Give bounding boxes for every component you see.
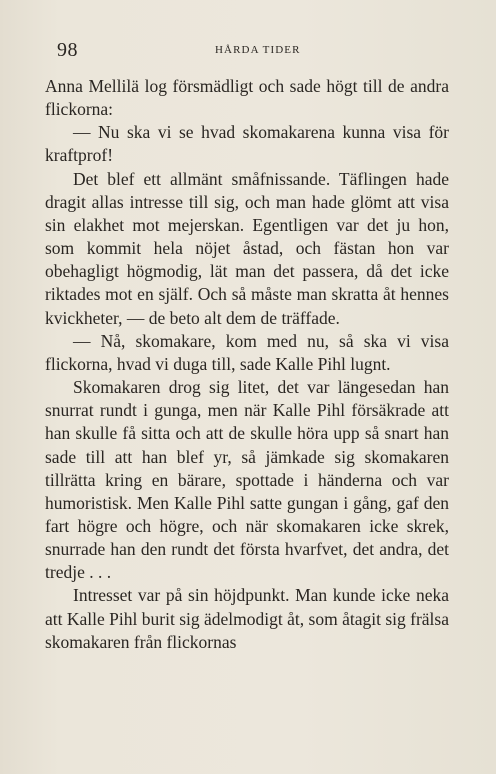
body-text [45,75,449,654]
paragraph: — Nu ska vi se hvad skomakarena kunna visa för kraftprof! [45,122,449,166]
paragraph: Anna Mellilä log försmädligt och sade högt till de andra flickorna: [45,76,449,120]
page-header [57,38,449,62]
paragraph: Skomakaren drog sig litet, det var längesedan han snurrat rundt i gunga, men när Kalle Pihl försäkrade att han skulle få sitta och att de skulle höra upp så snart han sade till att han blef yr, så jämkade sig skomakaren tillrätta kring en bärare, spottade i händerna och var humoristisk. Men Kalle Pihl satte gungan i gång, gaf den fart högre och högre, och när skomakaren icke skrek, snurrade han den rundt det första hvarfvet, det andra, det tredje . . . [45,377,449,583]
paragraph: Intresset var på sin höjdpunkt. Man kunde icke neka att Kalle Pihl burit sig ädelmodigt åt, som åtagit sig frälsa skomakaren från flickornas [45,585,449,652]
paragraph: Det blef ett allmänt småfnissande. Täflingen hade dragit allas intresse till sig, och man hade glömt att visa sin elakhet mot mejerskan. Egentligen var det ju hon, som kommit hela nöjet åstad, och fästan hon var obehagligt högmodig, lät man det passera, då det icke riktades mot en själf. Och så måste man skratta åt hennes kvickheter, — de beto alt dem de träffade. [45,168,449,328]
running-title: HÅRDA TIDER [215,44,301,56]
page-number: 98 [57,39,78,61]
paragraph: — Nå, skomakare, kom med nu, så ska vi visa flickorna, hvad vi duga till, sade Kalle Pihl lugnt. [45,330,449,374]
